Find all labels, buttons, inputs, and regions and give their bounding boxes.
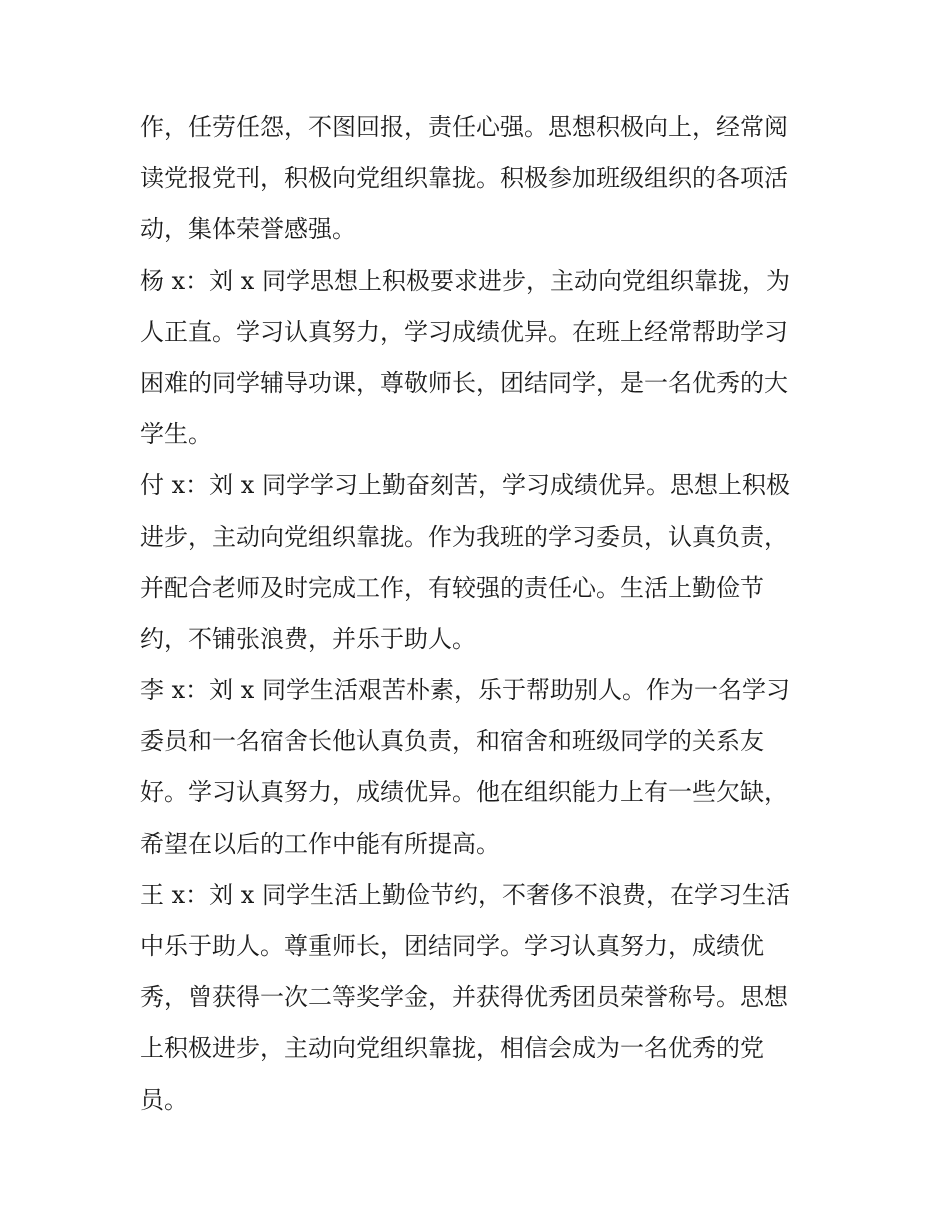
text-line: 读党报党刊，积极向党组织靠拢。积极参加班级组织的各项活	[140, 164, 788, 193]
text-line: 动，集体荣誉感强。	[140, 215, 356, 244]
text-line: 作，任劳任怨，不图回报，责任心强。思想积极向上，经常阅	[140, 113, 788, 141]
text-line: 王 x：刘 x 同学生活上勤俭节约，不奢侈不浪费，在学习生活	[140, 880, 790, 909]
text-line: 人正直。学习认真努力，学习成绩优异。在班上经常帮助学习	[140, 317, 788, 346]
text-line: 困难的同学辅导功课，尊敬师长，团结同学，是一名优秀的大	[140, 368, 788, 397]
text-line: 上积极进步，主动向党组织靠拢，相信会成为一名优秀的党	[140, 1034, 764, 1063]
text-line: 中乐于助人。尊重师长，团结同学。学习认真努力，成绩优	[140, 932, 764, 960]
text-line: 付 x：刘 x 同学学习上勤奋刻苦，学习成绩优异。思想上积极	[140, 471, 790, 500]
text-line: 李 x：刘 x 同学生活艰苦朴素，乐于帮助别人。作为一名学习	[140, 676, 790, 705]
text-line: 进步，主动向党组织靠拢。作为我班的学习委员，认真负责，	[140, 522, 788, 551]
text-line: 好。学习认真努力，成绩优异。他在组织能力上有一些欠缺，	[140, 778, 788, 807]
text-line: 约，不铺张浪费，并乐于助人。	[140, 624, 476, 653]
text-line: 委员和一名宿舍长他认真负责，和宿舍和班级同学的关系友	[140, 727, 764, 756]
document-body	[140, 102, 812, 1126]
text-line: 希望在以后的工作中能有所提高。	[140, 829, 500, 858]
text-line: 秀，曾获得一次二等奖学金，并获得优秀团员荣誉称号。思想	[140, 983, 788, 1012]
text-line: 并配合老师及时完成工作，有较强的责任心。生活上勤俭节	[140, 573, 764, 602]
text-line: 员。	[140, 1085, 188, 1114]
text-line: 杨 x：刘 x 同学思想上积极要求进步，主动向党组织靠拢，为	[140, 266, 790, 295]
text-line: 学生。	[140, 420, 212, 449]
